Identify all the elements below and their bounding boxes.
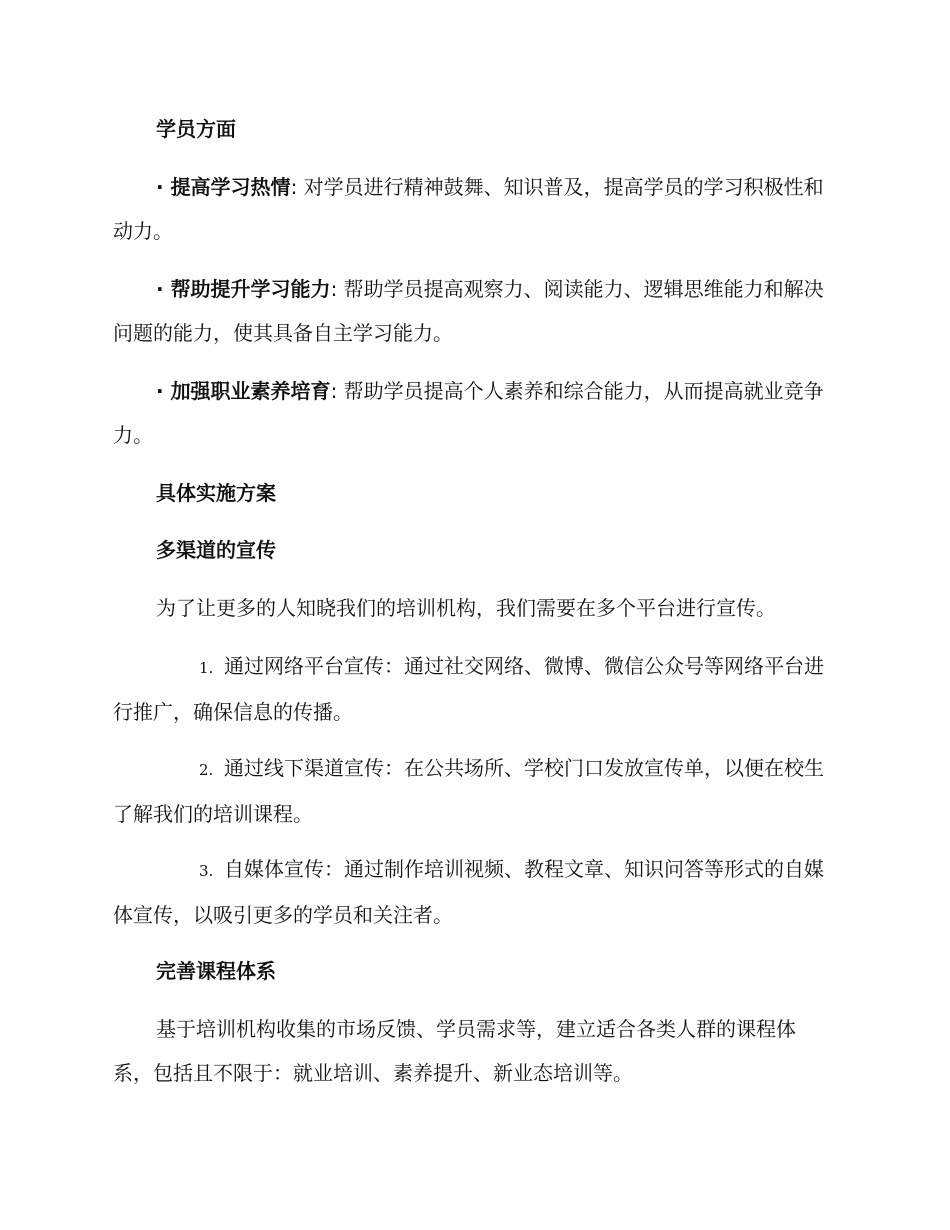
promo-intro (113, 586, 833, 630)
item-text: 自媒体宣传：通过制作培训视频、教程文章、知识问答等形式的自媒体宣传，以吸引更多的学员和关注者。 (113, 857, 824, 927)
bullet-marker: · (156, 175, 171, 199)
bullet-item (113, 165, 833, 253)
bullet-item (113, 369, 833, 457)
bullet-separator: : (330, 379, 344, 403)
numbered-item (113, 847, 833, 937)
numbered-item (113, 746, 833, 836)
heading-student (113, 107, 833, 151)
numbered-item (113, 644, 833, 734)
heading-plan-text: 具体实施方案 (156, 481, 276, 505)
bullet-text: 对学员进行精神鼓舞、知识普及，提高学员的学习积极性和动力。 (113, 175, 824, 243)
heading-promo (113, 528, 833, 572)
heading-course (113, 949, 833, 993)
heading-promo-text: 多渠道的宣传 (156, 538, 276, 562)
bullet-text: 帮助学员提高观察力、阅读能力、逻辑思维能力和解决问题的能力，使其具备自主学习能力。 (113, 277, 824, 345)
course-paragraph-text: 基于培训机构收集的市场反馈、学员需求等，建立适合各类人群的课程体系，包括且不限于：就业培训、素养提升、新业态培训等。 (113, 1017, 796, 1085)
course-paragraph (113, 1007, 833, 1095)
bullet-text: 帮助学员提高个人素养和综合能力，从而提高就业竞争力。 (113, 379, 824, 447)
promo-intro-text: 为了让更多的人知晓我们的培训机构，我们需要在多个平台进行宣传。 (156, 596, 776, 620)
bullet-term: 帮助提升学习能力 (170, 277, 331, 301)
item-number: 1. (199, 659, 214, 677)
heading-student-text: 学员方面 (156, 117, 236, 141)
item-text: 通过线下渠道宣传：在公共场所、学校门口发放宣传单，以便在校生了解我们的培训课程。 (113, 756, 824, 826)
bullet-separator: : (330, 277, 344, 301)
item-number: 3. (199, 862, 214, 880)
heading-plan (113, 471, 833, 515)
heading-course-text: 完善课程体系 (156, 959, 276, 983)
bullet-separator: : (290, 175, 304, 199)
item-text: 通过网络平台宣传：通过社交网络、微博、微信公众号等网络平台进行推广，确保信息的传播。 (113, 654, 824, 724)
bullet-marker: · (156, 277, 171, 301)
item-number: 2. (199, 761, 214, 779)
bullet-term: 提高学习热情 (170, 175, 291, 199)
bullet-item (113, 267, 833, 355)
bullet-term: 加强职业素养培育 (170, 379, 331, 403)
bullet-marker: · (156, 379, 171, 403)
